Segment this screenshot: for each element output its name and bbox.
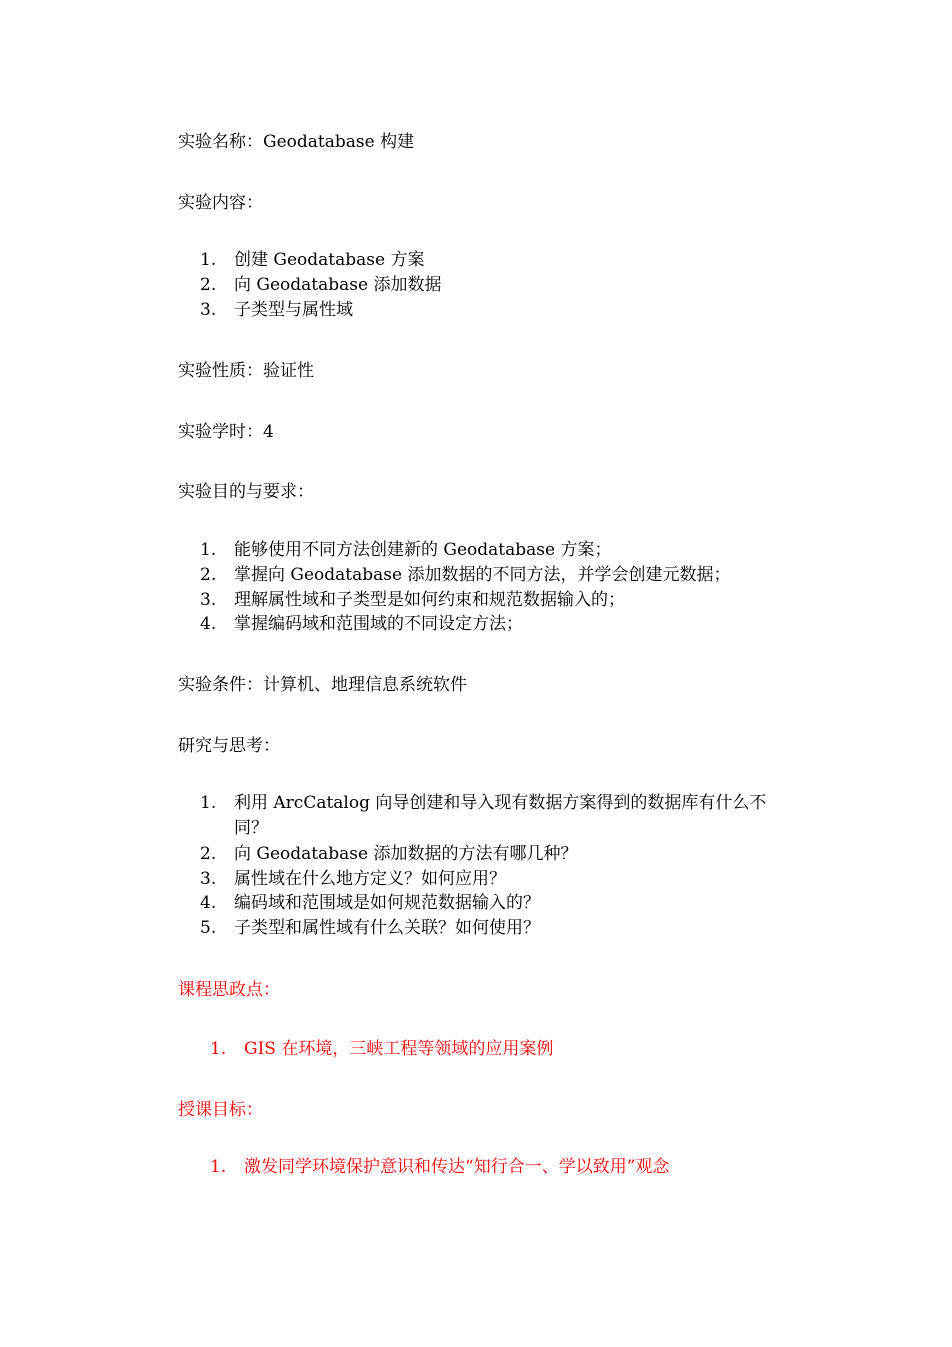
list-item-text: 激发同学环境保护意识和传达“知行合一、学以致用”观念 [244,1157,670,1177]
list-item-number: 2. [200,844,217,864]
list-item-text: 向 Geodatabase 添加数据 [234,275,442,295]
list-item-text: 利用 ArcCatalog 向导创建和导入现有数据方案得到的数据库有什么不 [234,793,767,813]
list-item-number: 2. [200,565,217,585]
list-item-text: GIS 在环境，三峡工程等领域的应用案例 [244,1039,554,1059]
goals-heading: 实验目的与要求： [178,482,314,502]
ideology-heading: 课程思政点： [178,980,280,1000]
experiment-name-label: 实验名称： [178,132,263,152]
list-item-number: 1. [210,1157,227,1177]
experiment-name-line [178,131,414,153]
conditions-value: 计算机、地理信息系统软件 [263,675,467,695]
conditions-label: 实验条件： [178,675,263,695]
list-item-text: 子类型和属性域有什么关联？如何使用？ [234,918,540,938]
research-heading: 研究与思考： [178,736,280,756]
list-item-text: 创建 Geodatabase 方案 [234,250,425,270]
list-item-text: 编码域和范围域是如何规范数据输入的？ [234,893,540,913]
list-item-text: 属性域在什么地方定义？如何应用？ [234,869,506,889]
list-item-number: 1. [200,250,217,270]
content-heading: 实验内容： [178,193,263,213]
list-item-number: 5. [200,918,217,938]
objectives-heading: 授课目标： [178,1100,263,1120]
list-item-number: 3. [200,590,217,610]
list-item-text: 掌握向 Geodatabase 添加数据的不同方法，并学会创建元数据； [234,565,731,585]
list-item-number: 1. [210,1039,227,1059]
list-item-number: 1. [200,793,217,813]
nature-value: 验证性 [263,361,314,381]
nature-line [178,360,314,382]
list-item-text: 向 Geodatabase 添加数据的方法有哪几种？ [234,844,578,864]
nature-label: 实验性质： [178,361,263,381]
list-item-text: 掌握编码域和范围域的不同设定方法； [234,614,523,634]
experiment-name-value: Geodatabase 构建 [263,132,415,152]
list-item-number: 4. [200,614,217,634]
list-item-number: 1. [200,540,217,560]
list-item-text: 子类型与属性域 [234,300,353,320]
list-item-number: 4. [200,893,217,913]
list-item-number: 2. [200,275,217,295]
hours-label: 实验学时： [178,422,263,442]
hours-line [178,421,274,443]
list-item-text: 能够使用不同方法创建新的 Geodatabase 方案； [234,540,612,560]
list-item-number: 3. [200,300,217,320]
hours-value: 4 [263,422,274,442]
list-item-number: 3. [200,869,217,889]
list-item-text-continuation: 同？ [234,818,268,838]
conditions-line [178,674,467,696]
list-item-text: 理解属性域和子类型是如何约束和规范数据输入的； [234,590,625,610]
